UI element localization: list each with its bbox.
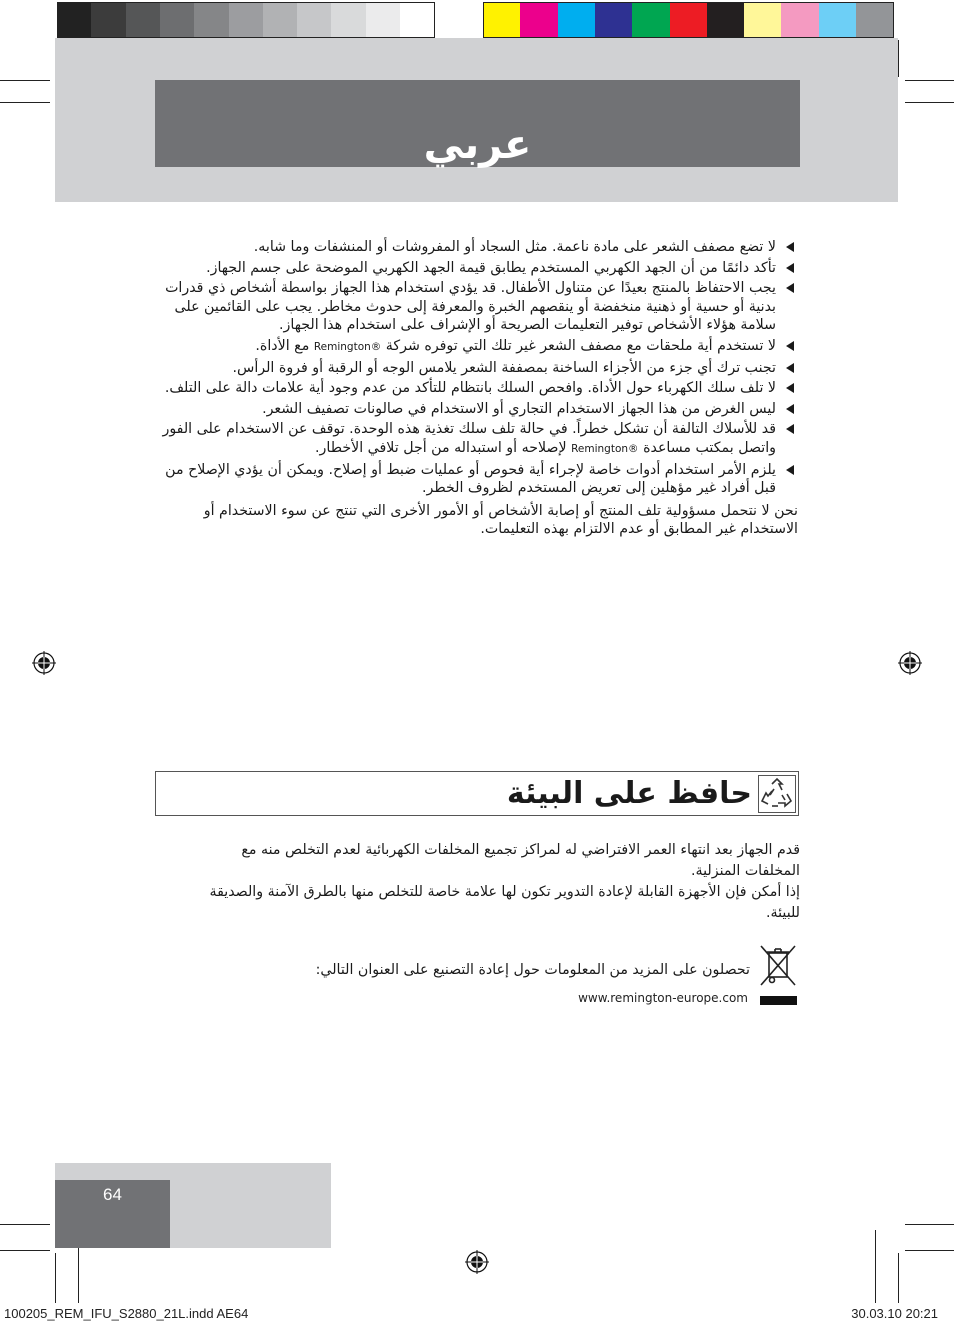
bullet-icon [786,341,794,351]
recycle-icon [758,775,796,813]
crossed-bin-icon [758,943,798,989]
registration-mark-left [32,651,56,675]
list-item: ليس الغرض من هذا الجهاز الاستخدام التجاري أو الاستخدام في صالونات تصفيف الشعر. [158,400,798,419]
list-item: قد للأسلاك التالفة أن تشكل خطراً. في حالة تلف سلك تغذية هذه الوحدة. توقف عن الاستخدام على الفور واتصل بمكتب مساعدة Remington® لإصلاحه أو استبداله من أجل تلافي الأخطار. [158,420,798,458]
list-item: تأكد دائمًا من أن الجهد الكهربي المستخدم يطابق قيمة الجهد الكهربي الموضحة على جسم الجهاز. [158,259,798,278]
bullet-icon [786,363,794,373]
list-item: تجنب ترك أي جزء من الأجزاء الساخنة بمصففة الشعر يلامس الوجه أو الرقبة أو فروة الرأس. [158,359,798,378]
bullet-icon [786,424,794,434]
bullet-icon [786,283,794,293]
bullet-icon [786,242,794,252]
environment-heading: حافظ على البيئة [506,776,752,811]
bullet-icon [786,465,794,475]
environment-text: قدم الجهاز بعد انتهاء العمر الافتراضي له لمراكز تجميع المخلفات الكهربائية لعدم التخلص منه مع المخلفات المنزلية. إذا أمكن فإن الأجهزة القابلة لإعادة التدوير تكون لها علامة خاصة للتخلص منها بالطرق الآمنة والصديقة للبيئة. [209,842,800,921]
list-item: لا تلف سلك الكهرباء حول الأداة. وافحص السلك بانتظام للتأكد من عدم وجود أية علامات دالة على التلف. [158,379,798,398]
list-item: يجب الاحتفاظ بالمنتج بعيدًا عن متناول الأطفال. قد يؤدي استخدام هذا الجهاز بواسطة أشخاص ذي قدرات بدنية أو حسية أو ذهنية منخفضة أو ينقصهم الخبرة والمعرفة إلى حدوث مخاطر. يجب على القائمين على سلامة هؤلاء الأشخاص توفير التعليمات الصريحة أو الإشراف على استخدام هذا الجهاز. [158,279,798,335]
website-link[interactable]: www.remington-europe.com [578,991,748,1005]
gray-swatch-border [57,2,435,38]
footer-timestamp: 30.03.10 20:21 [851,1306,938,1321]
brand-name: Remington® [571,442,639,455]
bullet-icon [786,404,794,414]
list-item: لا تضع مصفف الشعر على مادة ناعمة. مثل السجاد أو المفروشات أو المنشفات وما شابه. [158,238,798,257]
black-bar [760,996,797,1005]
registration-mark-bottom [465,1250,489,1274]
bullet-icon [786,263,794,273]
liability-note: نحن لا نتحمل مسؤولية تلف المنتج أو إصابة الأشخاص أو الأمور الأخرى التي تنتج عن سوء الاستخدام أو الاستخدام غير المطابق أو عدم الالتزام بهذه التعليمات. [203,502,798,538]
brand-name: Remington® [313,340,382,353]
page-title: عربي [423,122,532,168]
list-item: يلزم الأمر استخدام أدوات خاصة لإجراء أية فحوص أو عمليات ضبط أو إصلاح. ويمكن أن يؤدي الإصلاح من قبل أفراد غير مؤهلين إلى تعريض المستخدم لظروف الخطر. [158,461,798,498]
registration-mark-right [898,651,922,675]
page-number: 64 [103,1185,122,1204]
bullet-icon [786,383,794,393]
warnings-list [158,238,798,539]
color-swatch-border [483,2,894,38]
list-item: لا تستخدم أية ملحقات مع مصفف الشعر غير تلك التي توفره شركة Remington® مع الأداة. [158,337,798,357]
footer-filename: 100205_REM_IFU_S2880_21L.indd AE64 [4,1306,249,1321]
recycling-info-text: تحصلون على المزيد من المعلومات حول إعادة التصنيع على العنوان التالي: [315,962,750,978]
